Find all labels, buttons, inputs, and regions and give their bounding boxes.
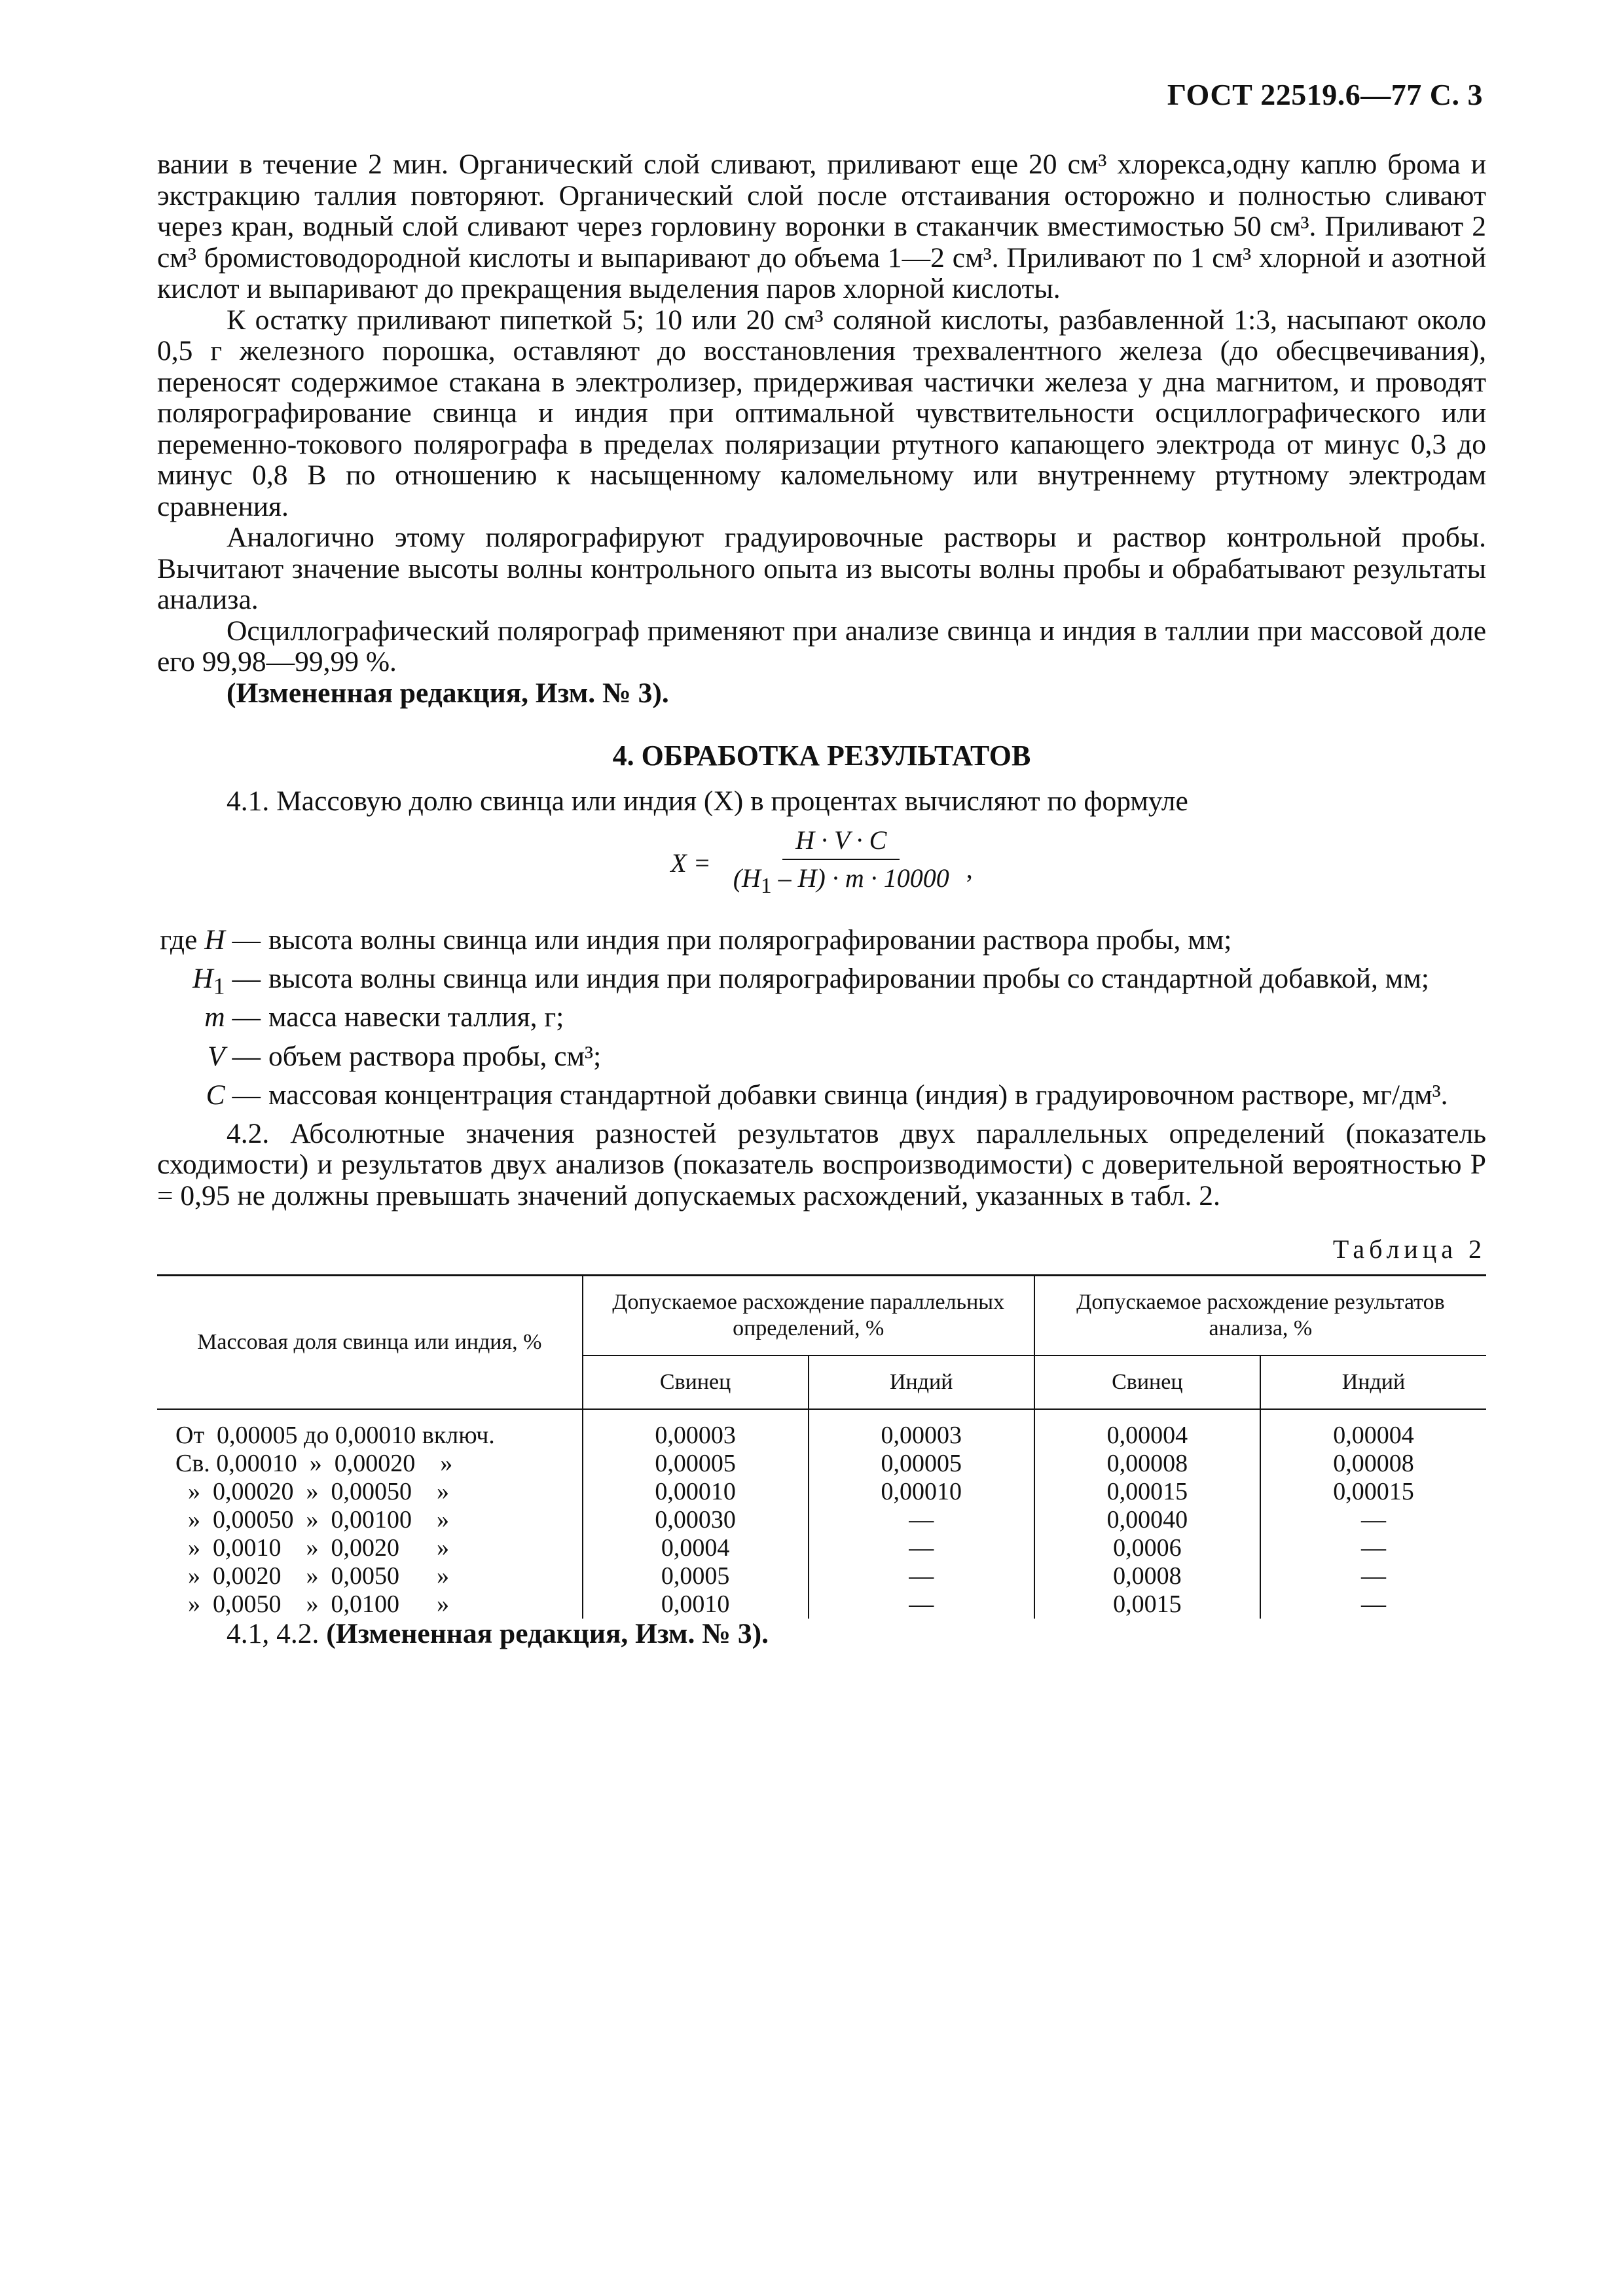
definition-variable: H (204, 924, 225, 956)
cell-value: 0,00008 (1034, 1450, 1260, 1478)
cell-value: 0,00003 (809, 1409, 1034, 1450)
cell-value: 0,00004 (1333, 1421, 1414, 1449)
cell-value: 0,00005 (809, 1450, 1034, 1478)
page-header: ГОСТ 22519.6—77 С. 3 (1167, 78, 1483, 111)
definition-text: объем раствора пробы, см³; (268, 1040, 602, 1072)
cell-mass-range: Св. 0,00010 » 0,00020 » (157, 1450, 583, 1478)
definition-variable: V (208, 1040, 225, 1072)
revision-note: (Измененная редакция, Изм. № 3). (227, 677, 669, 709)
definition-variable: m (204, 1001, 225, 1033)
revision-note-footer (157, 1619, 1486, 1650)
formula (157, 825, 1486, 901)
subheader-lead: Свинец (583, 1355, 809, 1409)
definition-text: высота волны свинца или индия при полярографировании пробы со стандартной добавкой, мм; (268, 963, 1429, 995)
table-row (157, 1534, 1486, 1562)
cell-value: 0,0005 (583, 1562, 809, 1590)
table-row (157, 1562, 1486, 1590)
definition-symbol (157, 1041, 268, 1080)
definition-dash: — (225, 1001, 261, 1033)
formula-den-rest: – H) · m · 10000 (771, 863, 949, 893)
cell-value: — (809, 1562, 1034, 1590)
cell-value: — (809, 1590, 1034, 1619)
definition-symbol (157, 1002, 268, 1041)
table-caption: Таблица 2 (1332, 1234, 1486, 1265)
definition-variable: C (206, 1079, 225, 1111)
definition-symbol (157, 925, 268, 963)
paragraph-4-1: 4.1. Массовую долю свинца или индия (X) в процентах вычисляют по формуле (227, 785, 1188, 817)
cell-mass-range: » 0,0050 » 0,0100 » (157, 1590, 583, 1619)
footer-note-prefix: 4.1, 4.2. (227, 1617, 327, 1649)
cell-value: 0,00005 (583, 1450, 809, 1478)
cell-value: 0,0008 (1034, 1562, 1260, 1590)
cell-value: 0,00004 (1034, 1409, 1260, 1450)
table-row (157, 1478, 1486, 1506)
definition-dash: — (225, 963, 261, 995)
definition-dash: — (225, 1079, 261, 1111)
formula-lhs: X = (670, 848, 711, 878)
formula-denominator (720, 860, 962, 902)
cell-mass-range: » 0,00020 » 0,00050 » (157, 1478, 583, 1506)
cell-value: 0,00040 (1034, 1506, 1260, 1534)
cell-value: 0,00008 (1333, 1449, 1414, 1477)
definition-text: масса навески таллия, г; (268, 1001, 564, 1033)
paragraph-4-2: 4.2. Абсолютные значения разностей результатов двух параллельных определений (показатель сходимости) и результатов двух анализов (показатель воспроизводимости) с доверительной вероятностью P = 0,95 не должны превышать значений допускаемых расхождений, указанных в табл. 2. (157, 1117, 1486, 1211)
table-row (157, 1450, 1486, 1478)
cell-value: — (1360, 1562, 1386, 1590)
subheader-lead: Свинец (1034, 1355, 1260, 1409)
column-group-parallel: Допускаемое расхождение параллельных определений, % (583, 1275, 1034, 1355)
definition-text: массовая концентрация стандартной добавки свинца (индия) в градуировочном растворе, мг/дм³. (268, 1079, 1448, 1111)
definition-prefix: где (160, 924, 205, 956)
paragraph-continuation: вании в течение 2 мин. Органический слой сливают, приливают еще 20 см³ хлорекса,одну каплю брома и экстракцию таллия повторяют. Органический слой после отстаивания осторожно и полностью сливают через кран, водный слой сливают через горловину воронки в стаканчик вместимостью 50 см³. Приливают 2 см³ бромистоводородной кислоты и выпаривают до объема 1—2 см³. Приливают по 1 см³ хлорной и азотной кислот и выпаривают до прекращения выделения паров хлорной кислоты. (157, 149, 1486, 304)
tolerance-table (157, 1274, 1486, 1619)
cell-value: 0,0006 (1034, 1534, 1260, 1562)
definition-text: высота волны свинца или индия при полярографировании раствора пробы, мм; (268, 924, 1232, 956)
column-group-analysis: Допускаемое расхождение результатов анализа, % (1034, 1275, 1486, 1355)
definition-dash: — (225, 1040, 261, 1072)
definition-subscript: 1 (213, 973, 225, 999)
footer-note-bold: (Измененная редакция, Изм. № 3). (326, 1617, 769, 1649)
paragraph-oscillograph: Осциллографический полярограф применяют при анализе свинца и индия в таллии при массовой доле его 99,98—99,99 %. (157, 615, 1486, 677)
cell-value: 0,00015 (1333, 1477, 1414, 1505)
cell-value: — (809, 1534, 1034, 1562)
cell-mass-range: От 0,00005 до 0,00010 включ. (157, 1409, 583, 1450)
formula-den-sub: 1 (760, 873, 772, 898)
definition-dash: — (225, 924, 261, 956)
cell-value: — (1360, 1590, 1386, 1618)
cell-value: 0,00010 (809, 1478, 1034, 1506)
definition-variable: H (192, 963, 213, 995)
column-header-mass: Массовая доля свинца или индия, % (157, 1275, 583, 1409)
table-row (157, 1590, 1486, 1619)
formula-numerator: H · V · C (782, 825, 900, 860)
formula-den-h1: (H (733, 863, 761, 893)
cell-mass-range: » 0,0020 » 0,0050 » (157, 1562, 583, 1590)
subheader-indium: Индий (1260, 1355, 1486, 1409)
definition-symbol (157, 963, 268, 1002)
cell-value: 0,0010 (583, 1590, 809, 1619)
formula-comma: , (966, 853, 973, 884)
cell-value: 0,00030 (583, 1506, 809, 1534)
table-row (157, 1409, 1486, 1450)
section-title: 4. ОБРАБОТКА РЕЗУЛЬТАТОВ (612, 740, 1031, 772)
subheader-indium: Индий (809, 1355, 1034, 1409)
cell-value: — (809, 1506, 1034, 1534)
cell-value: 0,00015 (1034, 1478, 1260, 1506)
variable-definitions (157, 925, 1486, 1119)
paragraph-calibration: Аналогично этому полярографируют градуировочные растворы и раствор контрольной пробы. Вычитают значение высоты волны контрольного опыта из высоты волны пробы и обрабатывают результаты анализа. (157, 522, 1486, 615)
cell-value: 0,00003 (583, 1409, 809, 1450)
cell-value: 0,0015 (1034, 1590, 1260, 1619)
cell-value: — (1360, 1534, 1386, 1562)
cell-value: — (1360, 1505, 1386, 1534)
definition-symbol (157, 1080, 268, 1119)
cell-mass-range: » 0,0010 » 0,0020 » (157, 1534, 583, 1562)
formula-fraction (720, 825, 962, 901)
cell-value: 0,00010 (583, 1478, 809, 1506)
table-row (157, 1506, 1486, 1534)
cell-mass-range: » 0,00050 » 0,00100 » (157, 1506, 583, 1534)
paragraph-residue: К остатку приливают пипеткой 5; 10 или 20 см³ соляной кислоты, разбавленной 1:3, насыпают около 0,5 г железного порошка, оставляют до восстановления трехвалентного железа (до обесцвечивания), переносят содержимое стакана в электролизер, придерживая частички железа у дна магнитом, и проводят полярографирование свинца и индия при оптимальной чувствительности осциллографического или переменно-токового полярографа в пределах поляризации ртутного капающего электрода от минус 0,3 до минус 0,8 В по отношению к насыщенному каломельному или внутреннему ртутному электродам сравнения. (157, 304, 1486, 522)
cell-value: 0,0004 (583, 1534, 809, 1562)
document-body (157, 149, 1486, 1649)
